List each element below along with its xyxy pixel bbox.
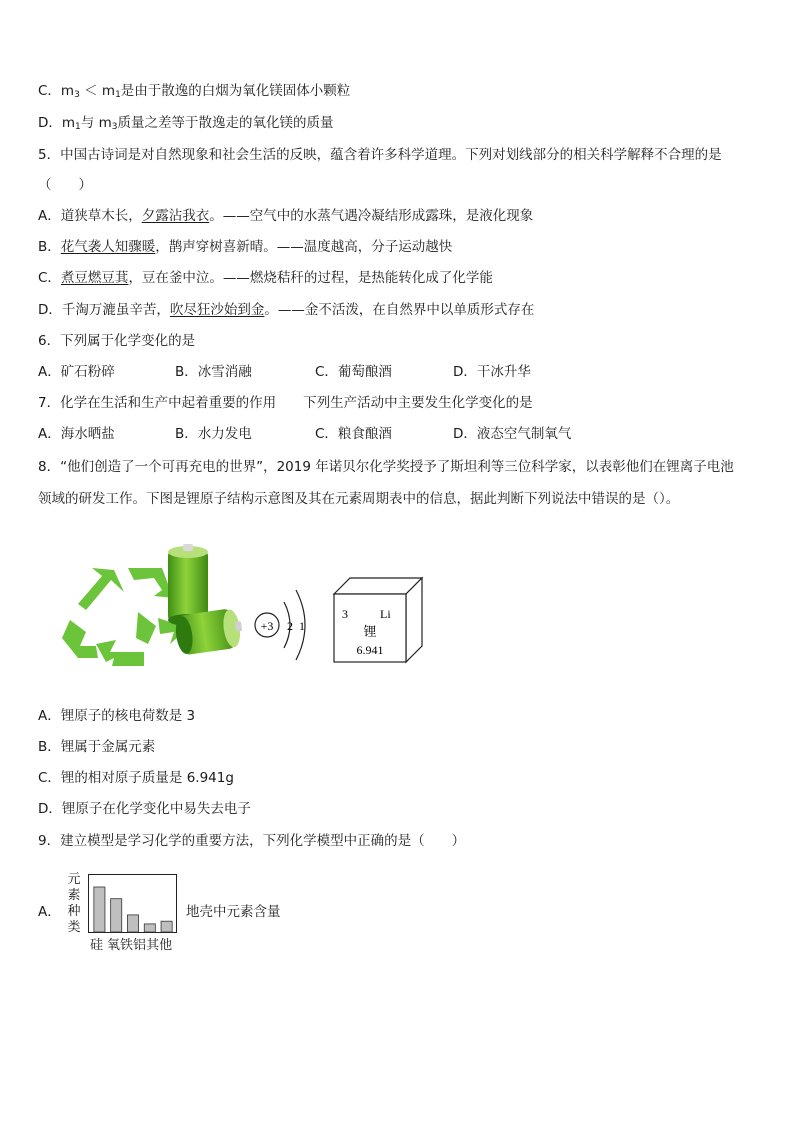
q4-d-prefix: D．m <box>38 115 76 131</box>
shell-1-electrons: 2 <box>287 619 293 633</box>
q7-option-c: C．粮食酿酒 <box>315 426 392 442</box>
q5-a-prefix: A．道狭草木长， <box>38 208 142 224</box>
q5-option-b <box>38 238 452 256</box>
q8-stem-line2: 领域的研发工作。下图是锂原子结构示意图及其在元素周期表中的信息，据此判断下列说法中错误的是（）。 <box>38 491 680 507</box>
q4-c-sub3: 3 <box>74 90 80 100</box>
q9-a-caption: 地壳中元素含量 <box>186 904 281 920</box>
q5-d-prefix: D．千淘万漉虽辛苦， <box>38 302 170 318</box>
q6-option-b: B．冰雪消融 <box>175 364 252 380</box>
q8-option-d: D．锂原子在化学变化中易失去电子 <box>38 801 251 817</box>
q8-option-c: C．锂的相对原子质量是 6.941g <box>38 770 234 786</box>
bar-铁 <box>127 915 138 932</box>
q9-a-label: A． <box>38 904 61 920</box>
q5-d-text: 。——金不活泼，在自然界中以单质形式存在 <box>264 302 535 318</box>
x-tick-label: 铝 <box>133 938 147 953</box>
q4-c-prefix: C．m <box>38 83 75 99</box>
bar-其他 <box>161 921 172 932</box>
element-symbol: Li <box>380 607 391 621</box>
q5-b-text: ，鹊声穿树喜新晴。——温度越高，分子运动越快 <box>155 239 453 255</box>
q6-option-c: C．葡萄酿酒 <box>315 364 392 380</box>
q4-c-text: 是由于散逸的白烟为氧化镁固体小颗粒 <box>120 83 351 99</box>
q5-option-c <box>38 269 493 287</box>
x-tick-label: 其他 <box>146 938 173 953</box>
q4-c-sub1: 1 <box>115 90 121 100</box>
nucleus-charge: +3 <box>260 619 274 633</box>
q4-option-d <box>38 114 333 136</box>
q4-d-sub1: 1 <box>75 122 81 132</box>
ylabel-char: 元 <box>67 872 81 887</box>
q5-c-prefix: C． <box>38 270 61 286</box>
x-tick-label: 硅 <box>90 938 104 953</box>
bar-硅 <box>94 887 105 932</box>
q6-options <box>38 363 638 381</box>
recycle-battery-image <box>56 540 246 675</box>
q4-option-c <box>38 82 350 104</box>
q7-stem: 7．化学在生活和生产中起着重要的作用 下列生产活动中主要发生化学变化的是 <box>38 395 533 411</box>
q8-option-b: B．锂属于金属元素 <box>38 739 156 755</box>
q5-d-underlined: 吹尽狂沙始到金 <box>169 302 265 318</box>
q4-d-text: 质量之差等于散逸走的氧化镁的质量 <box>117 115 334 131</box>
q9-option-a <box>38 872 318 952</box>
chart-ylabel <box>66 872 82 936</box>
element-name: 锂 <box>363 625 377 640</box>
atomic-number: 3 <box>342 607 348 621</box>
x-tick-label: 铁 <box>120 938 134 953</box>
ylabel-char: 种 <box>67 904 81 919</box>
battery-small-icon <box>174 608 243 656</box>
chart-x-labels <box>90 934 172 953</box>
q7-option-d: D．液态空气制氧气 <box>453 426 572 442</box>
q4-d-sub3: 3 <box>111 122 118 132</box>
ylabel-char: 类 <box>67 920 81 935</box>
q6-option-d: D．干冰升华 <box>453 364 531 380</box>
q8-stem-line1: 8．“他们创造了一个可再充电的世界”，2019 年诺贝尔化学奖授予了斯坦利等三位科学家，以表彰他们在锂离子电池 <box>38 459 734 475</box>
q5-a-text: 。——空气中的水蒸气遇冷凝结形成露珠，是液化现象 <box>209 208 534 224</box>
bar-铝 <box>144 924 155 932</box>
q8-option-a: A．锂原子的核电荷数是 3 <box>38 708 196 724</box>
q7-option-b: B．水力发电 <box>175 426 252 442</box>
q5-a-underlined: 夕露沾我衣 <box>141 208 210 224</box>
q4-d-mid: 与 m <box>80 115 112 131</box>
periodic-element-box <box>330 574 426 666</box>
q5-option-d <box>38 301 534 319</box>
shell-2-electrons: 1 <box>299 619 305 633</box>
q6-stem: 6．下列属于化学变化的是 <box>38 333 196 349</box>
ylabel-char: 素 <box>67 888 81 903</box>
q5-option-a <box>38 207 533 225</box>
q6-option-a: A．矿石粉碎 <box>38 364 115 380</box>
x-tick-label: 氧 <box>107 938 121 953</box>
q5-b-prefix: B． <box>38 239 61 255</box>
element-content-bar-chart <box>88 874 178 934</box>
q7-option-a: A．海水晒盐 <box>38 426 115 442</box>
q4-c-mid: ＜ m <box>84 83 116 99</box>
q5-stem: 5．中国古诗词是对自然现象和社会生活的反映，蕴含着许多科学道理。下列对划线部分的相关科学解释不合理的是 <box>38 147 722 163</box>
q5-answer-paren: （ ） <box>38 177 92 193</box>
q5-b-underlined: 花气袭人知骤暖 <box>60 239 156 255</box>
q5-c-underlined: 煮豆燃豆萁 <box>60 270 129 286</box>
lithium-atom-diagram <box>250 580 320 670</box>
q9-stem: 9．建立模型是学习化学的重要方法，下列化学模型中正确的是（ ） <box>38 833 466 849</box>
atomic-mass: 6.941 <box>356 643 384 657</box>
q5-c-text: ，豆在釜中泣。——燃烧秸秆的过程，是热能转化成了化学能 <box>128 270 493 286</box>
q7-options <box>38 425 638 443</box>
bar-氧 <box>111 899 122 932</box>
